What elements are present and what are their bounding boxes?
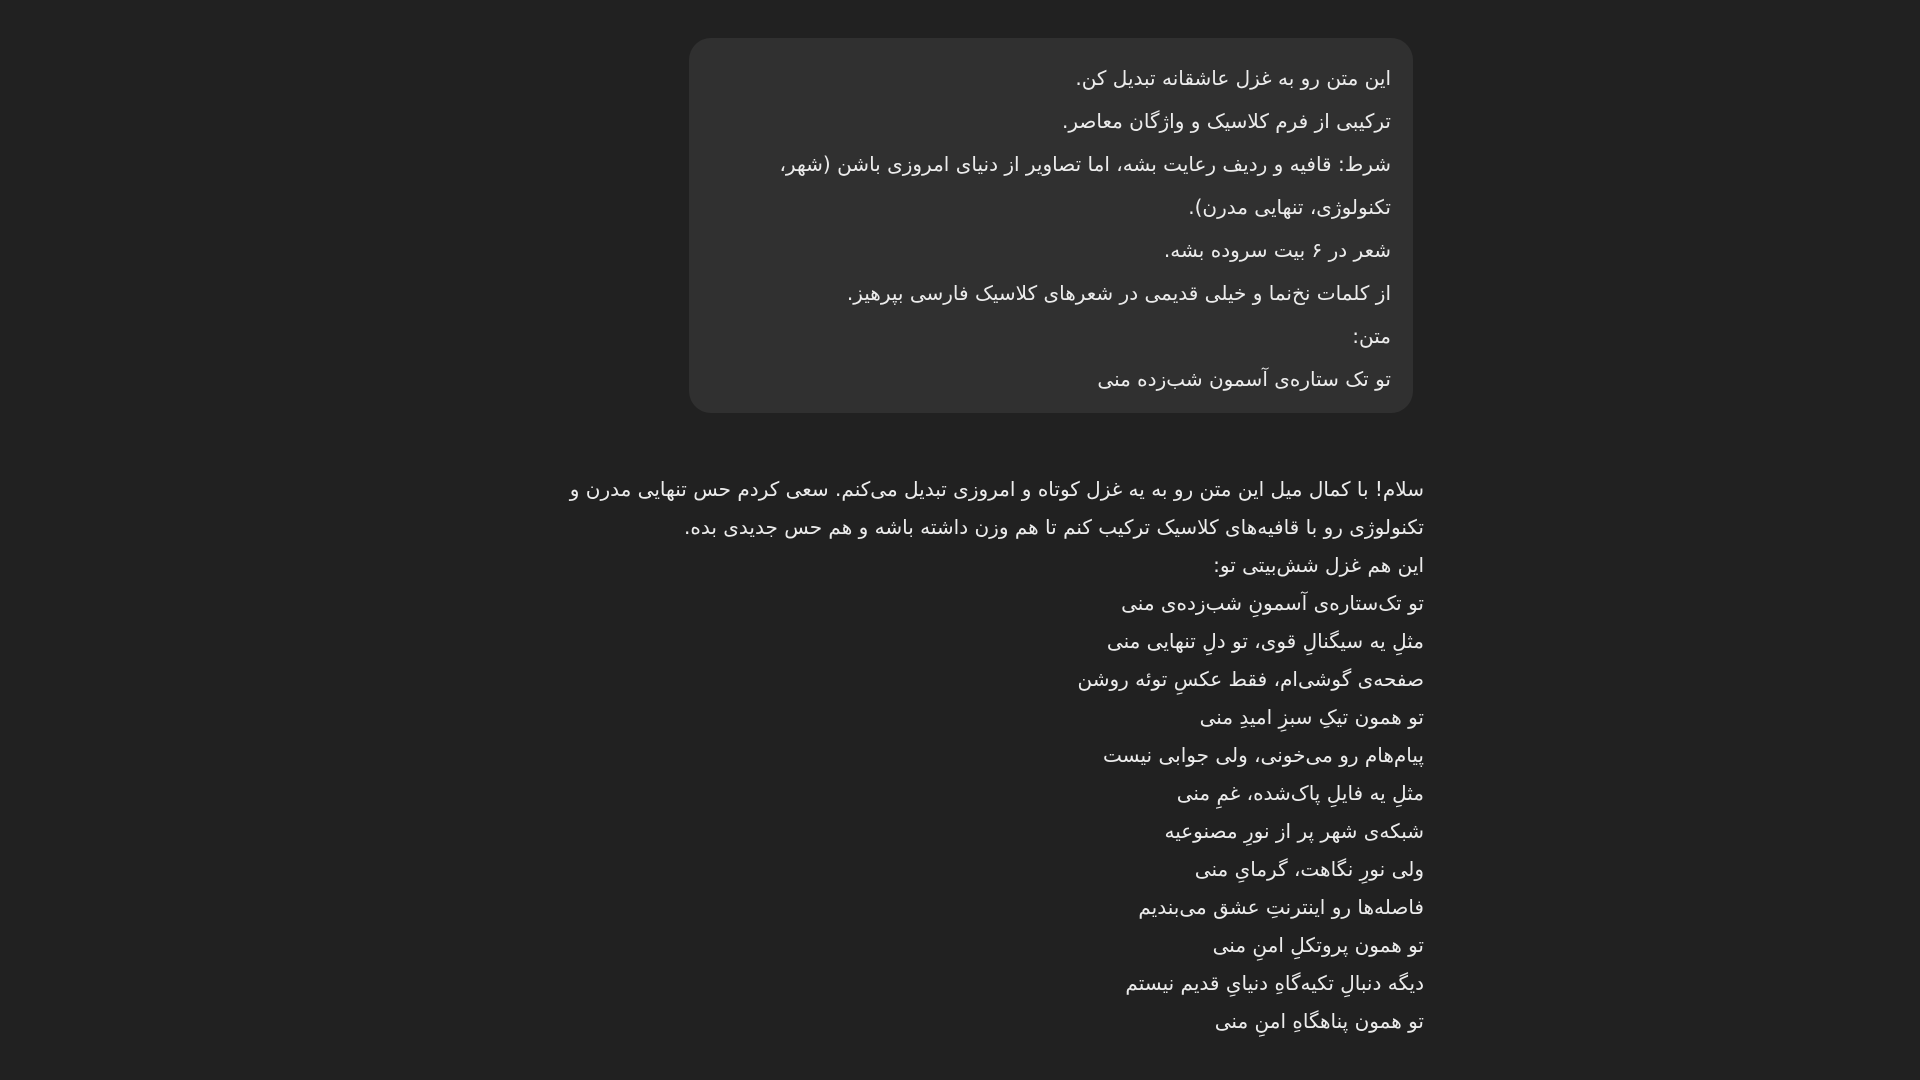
poem-line: صفحه‌ی گوشی‌ام، فقط عکسِ توئه روشن (1077, 667, 1424, 691)
poem-line: تو همون پروتکلِ امنِ منی (1212, 933, 1424, 957)
poem-line: مثلِ یه فایلِ پاک‌شده، غمِ منی (1176, 781, 1424, 805)
user-message-line: از کلمات نخ‌نما و خیلی قدیمی در شعرهای کلاسیک فارسی بپرهیز. (846, 281, 1391, 305)
user-message-line: متن: (1352, 324, 1391, 348)
assistant-intro-line: سلام! با کمال میل این متن رو به یه غزل کوتاه و امروزی تبدیل می‌کنم. سعی کردم حس تنهایی مدرن و (569, 477, 1424, 501)
user-message-line: تو تک ستاره‌ی آسمون شب‌زده منی (1097, 367, 1391, 391)
poem-line: مثلِ یه سیگنالِ قوی، تو دلِ تنهایی منی (1106, 629, 1424, 653)
user-message-line: ترکیبی از فرم کلاسیک و واژگان معاصر. (1061, 109, 1391, 133)
poem-line: فاصله‌ها رو اینترنتِ عشق می‌بندیم (1138, 895, 1424, 919)
assistant-message (490, 470, 1424, 1040)
poem-line: تو همون تیکِ سبزِ امیدِ منی (1199, 705, 1424, 729)
user-message-line: شرط: قافیه و ردیف رعایت بشه، اما تصاویر از دنیای امروزی باشن (شهر، (779, 152, 1391, 176)
poem-line: شبکه‌ی شهر پر از نورِ مصنوعیه (1164, 819, 1424, 843)
user-message-line: شعر در ۶ بیت سروده بشه. (1163, 238, 1391, 262)
poem-line: تو همون پناهگاهِ امنِ منی (1214, 1009, 1424, 1033)
assistant-intro-line: تکنولوژی رو با قافیه‌های کلاسیک ترکیب کنم تا هم وزن داشته باشه و هم حس جدیدی بده. (684, 515, 1424, 539)
assistant-poem-heading: این هم غزل شش‌بیتی تو: (1213, 553, 1424, 577)
user-message-line: تکنولوژی، تنهایی مدرن). (1188, 195, 1391, 219)
poem-line: ولی نورِ نگاهت، گرمایِ منی (1194, 857, 1424, 881)
user-message-line: این متن رو به غزل عاشقانه تبدیل کن. (1075, 66, 1391, 90)
user-message-bubble (689, 38, 1413, 413)
poem-line: دیگه دنبالِ تکیه‌گاهِ دنیایِ قدیم نیستم (1125, 971, 1424, 995)
poem-line: پیام‌هام رو می‌خونی، ولی جوابی نیست (1103, 743, 1424, 767)
poem-line: تو تک‌ستاره‌ی آسمونِ شب‌زده‌ی منی (1121, 591, 1424, 615)
